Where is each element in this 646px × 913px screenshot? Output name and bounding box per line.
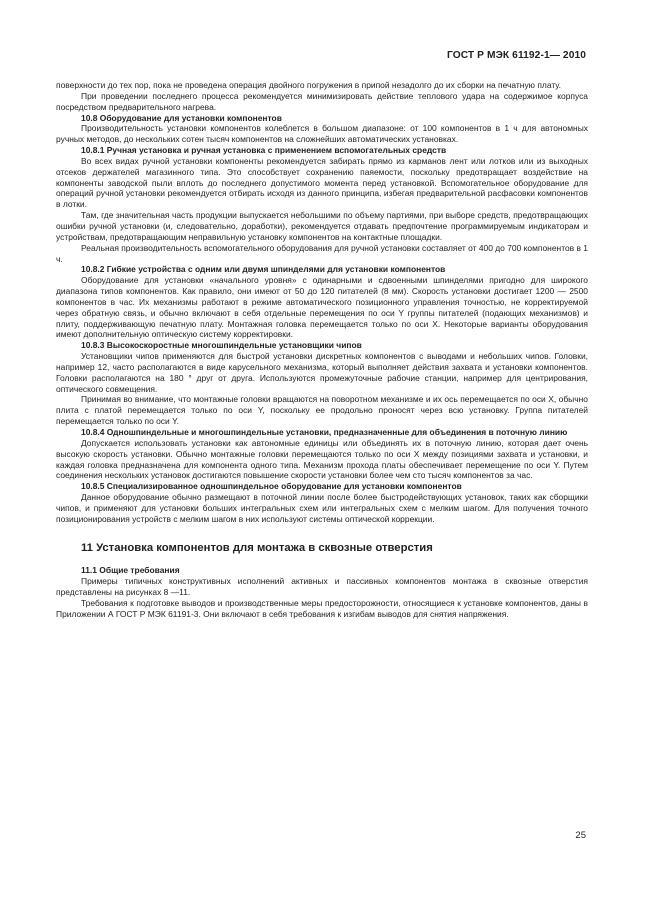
section-heading: 10.8.3 Высокоскоростные многошпиндельные установщики чипов bbox=[81, 340, 362, 351]
body-paragraph: Примеры типичных конструктивных исполнений активных и пассивных компонентов монтажа в сквозные отверстия представлены на рисунках 8 —11. bbox=[56, 576, 588, 598]
section-title: 11 Установка компонентов для монтажа в сквозные отверстия bbox=[81, 541, 433, 554]
document-header: ГОСТ Р МЭК 61192-1— 2010 bbox=[446, 50, 586, 61]
section-heading: 10.8.2 Гибкие устройства с одним или двумя шпинделями для установки компонентов bbox=[81, 264, 446, 275]
section-heading: 10.8.1 Ручная установка и ручная установка с применением вспомогательных средств bbox=[81, 145, 447, 156]
body-paragraph: Принимая во внимание, что монтажные головки вращаются на поворотном механизме и их ось перемещается по оси X, обычно плита с платой перемещается только по оси Y, поскольку ее продольно проносят через всю установку. Группа питателей перемещается только по оси Y. bbox=[56, 394, 588, 427]
body-paragraph: При проведении последнего процесса рекомендуется минимизировать действие теплового удара на содержимое корпуса посредством предварительного нагрева. bbox=[56, 90, 588, 112]
paragraph-list bbox=[56, 80, 588, 525]
body-paragraph: Допускается использовать установки как автономные единицы или объединять их в поточную линию, которая дает очень высокую скорость установки. Обычно монтажные головки перемещаются только по оси X между позициями захвата и установки, и каждая головка предназначена для компонента одного типа. Механизм прохода платы обеспечивает перемещение по оси Y. Путем соединения нескольких установок достигаются повышение скорости установки более чем сто тысяч компонентов за час. bbox=[56, 437, 588, 481]
section-heading: 10.8 Оборудование для установки компонентов bbox=[81, 112, 282, 123]
body-paragraph: Требования к подготовке выводов и производственные меры предосторожности, относящиеся к установке компонентов, даны в Приложении А ГОСТ Р МЭК 61191-3. Они включают в себя требования к изгибам выводов для снятия напряжения. bbox=[56, 597, 588, 619]
page-number: 25 bbox=[575, 830, 586, 841]
body-paragraph: поверхности до тех пор, пока не проведена операция двойного погружения в припой незадолго до их сборки на печатную плату. bbox=[56, 80, 562, 90]
body-paragraph: Во всех видах ручной установки компоненты рекомендуется забирать прямо из карманов лент или лотков или из выходных отсеков держателей магазинного типа. Это способствует сохранению паяемости, поскольку предотвращает воздействие на компоненты заводской пыли вплоть до последнего допустимого момента перед установкой. Вспомогательное оборудование для операций ручной установки рекомендуется отбирать исходя из данного принципа, избегая предварительной расфасовки компонентов в лотки. bbox=[56, 155, 588, 210]
body-paragraph: Реальная производительность вспомогательного оборудования для ручной установки составляет от 400 до 700 компонентов в 1 ч. bbox=[56, 242, 588, 264]
body-paragraph: Оборудование для установки «начального уровня» с одинарными и сдвоенными шпинделями пригодно для широкого диапазона типов компонентов. Как правило, они имеют от 50 до 120 питателей (8 мм). Скорость установки достигает 1200 — 2500 компонентов в час. Их механизмы работают в режиме автоматического позиционного управления точностью, не корректируемой через обратную связь, и обычно включают в себя отдельные перемещения по оси Y группы питателей (подающих механизмов) и плиту, поддерживающую печатную плату. Монтажная головка перемещается только по оси X. Некоторые варианты оборудования имеют дополнительную оптическую систему корректировки. bbox=[56, 275, 588, 340]
body-paragraph: Производительность установки компонентов колеблется в большом диапазоне: от 100 компонентов в 1 ч для автономных ручных методов, до нескольких сотен тысяч компонентов на сложнейших автоматических установках. bbox=[56, 123, 588, 145]
page-body bbox=[56, 80, 588, 620]
section-heading: 10.8.5 Специализированное одношпиндельное оборудование для установки компонентов bbox=[81, 481, 462, 492]
body-paragraph: Там, где значительная часть продукции выпускается небольшими по объему партиями, при выборе средств, предотвращающих ошибки ручной установки (и, следовательно, доработки), рекомендуется отдавать предпочтение программируемым индикаторам и устройствам, предотвращающим неправильную установку компонентов на контактные площадки. bbox=[56, 210, 588, 242]
body-paragraph: Установщики чипов применяются для быстрой установки дискретных компонентов с выводами и небольших чипов. Головки, например 12, часто располагаются в виде карусельного механизма, который выполняет действия захвата и установки компонентов. Головки располагаются на 180 ° друг от друга. Используются промежуточные рабочие станции, например для центрирования, оптического совмещения. bbox=[56, 351, 588, 394]
body-paragraph: Данное оборудование обычно размещают в поточной линии после более быстродействующих установок, таких как сборщики чипов, и применяют для установки больших интегральных схем или интегральных схем с мелким шагом. Для получения точного позиционирования устройств с мелким шагом в них используют системы оптической коррекции. bbox=[56, 492, 588, 524]
section-heading: 10.8.4 Одношпиндельные и многошпиндельные установки, предназначенные для объединения в поточную линию bbox=[81, 427, 568, 437]
subsection-title: 11.1 Общие требования bbox=[81, 565, 180, 576]
section-paragraph-list bbox=[56, 576, 588, 619]
